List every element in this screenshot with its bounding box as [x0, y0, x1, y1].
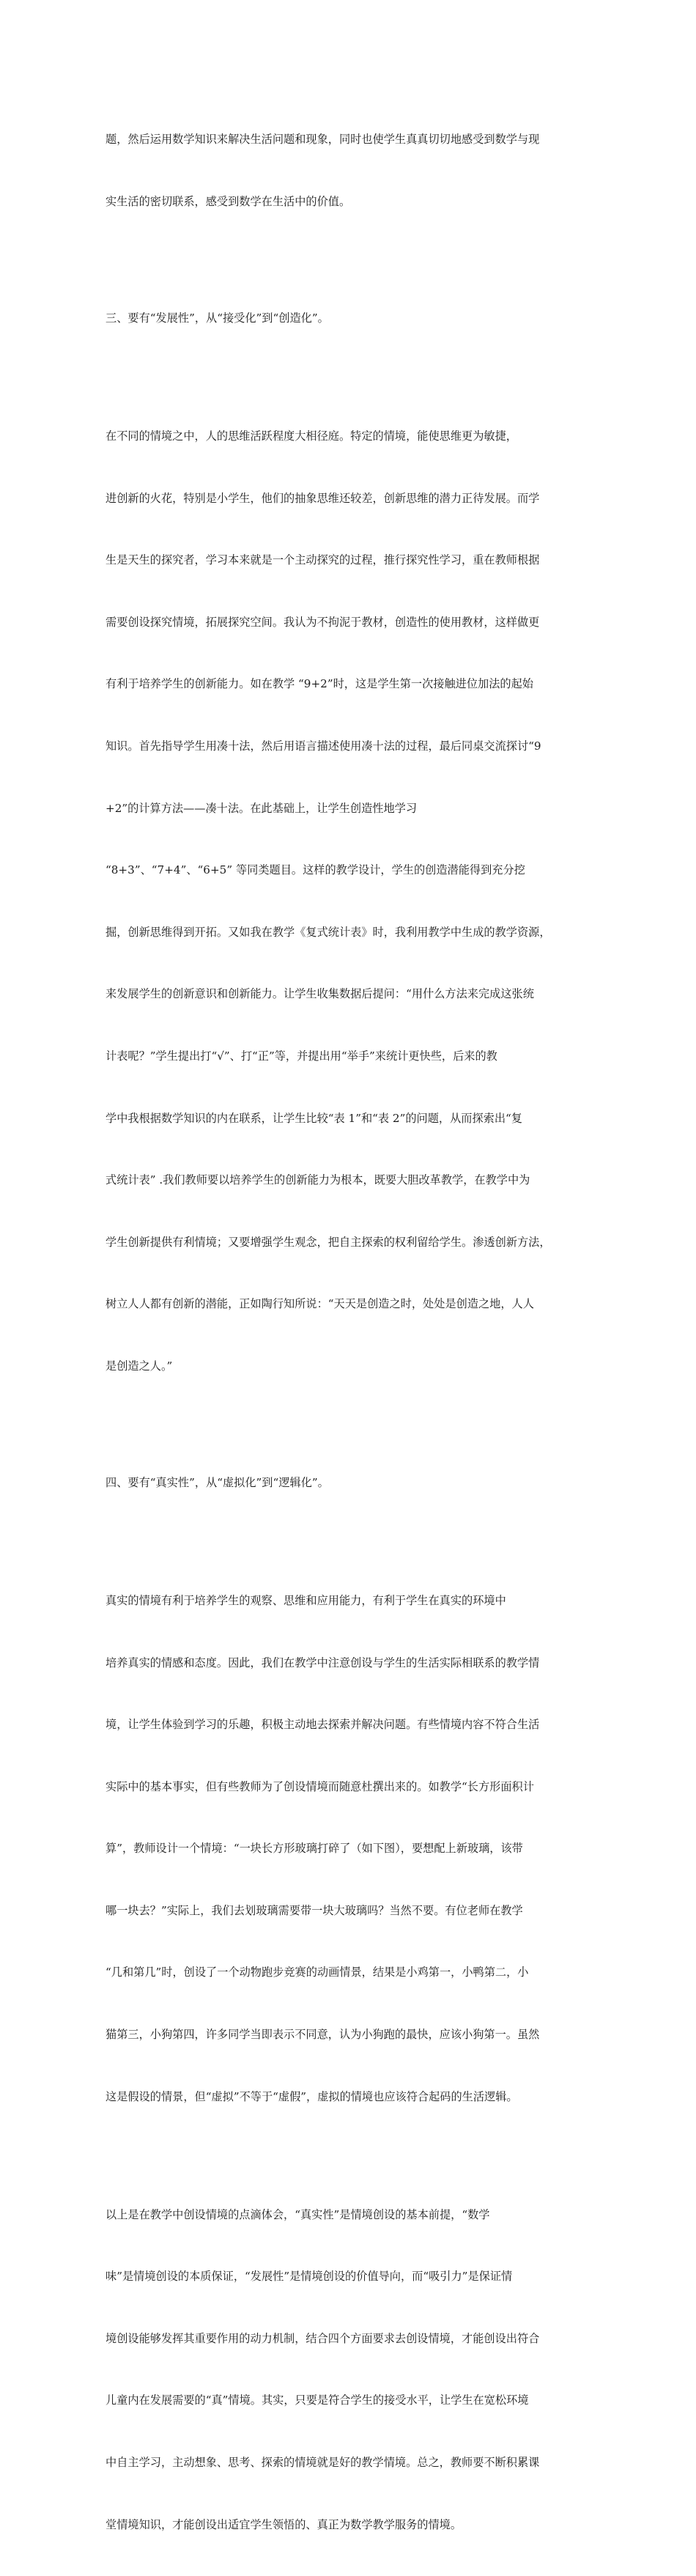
- text-line: 在不同的情境之中，人的思维活跃程度大相径庭。特定的情境，能使思维更为敏捷，: [105, 429, 517, 443]
- spacer: [105, 1418, 591, 1431]
- spacer: [105, 370, 591, 385]
- text-line: 计表呢？”学生提出打“√”、打“正”等，并提出用“举手”来统计更快些，后来的教: [105, 1049, 497, 1063]
- text-line: 知识。首先指导学生用凑十法，然后用语言描述使用凑十法的过程，最后同桌交流探讨“9: [105, 739, 541, 753]
- text-line: 哪一块去？”实际上，我们去划玻璃需要带一块大玻璃吗？当然不要。有位老师在教学: [105, 1903, 523, 1917]
- text-line: 实际中的基本事实，但有些教师为了创设情境而随意杜撰出来的。如教学“长方形面积计: [105, 1779, 534, 1793]
- text-line: +2”的计算方法——凑十法。在此基础上，让学生创造性地学习: [105, 801, 418, 815]
- section-heading: 四、要有“真实性”，从“虚拟化”到“逻辑化”。: [105, 1475, 329, 1489]
- spacer: [105, 254, 591, 267]
- text-line: 学中我根据数学知识的内在联系，让学生比较“表 1”和“表 2”的问题，从而探索出“复: [105, 1111, 522, 1125]
- text-line: 掘，创新思维得到开拓。又如我在教学《复式统计表》时，我利用教学中生成的教学资源，: [105, 925, 551, 939]
- text-line: 这是假设的情景，但“虚拟”不等于“虚假”，虚拟的情境也应该符合起码的生活逻辑。: [105, 2089, 518, 2103]
- text-line: 猫第三，小狗第四，许多同学当即表示不同意，认为小狗跑的最快，应该小狗第一。虽然: [105, 2028, 540, 2042]
- paragraph-reality: [105, 1549, 591, 2149]
- text-line: 算”，教师设计一个情境：“一块长方形玻璃打碎了（如下图），要想配上新玻璃，该带: [105, 1842, 523, 1856]
- heading-section-3: [105, 267, 591, 370]
- text-line: 树立人人都有创新的潜能，正如陶行知所说：“天天是创造之时，处处是创造之地，人人: [105, 1297, 534, 1311]
- text-line: 式统计表” .我们教师要以培养学生的创新能力为根本，既要大胆改革教学，在教学中为: [105, 1173, 530, 1187]
- text-line: 堂情境知识，才能创设出适宜学生领悟的、真正为数学教学服务的情境。: [105, 2517, 462, 2531]
- text-line: 儿童内在发展需要的“真”情境。其实，只要是符合学生的接受水平，让学生在宽松环境: [105, 2394, 529, 2407]
- heading-section-4: [105, 1431, 591, 1535]
- text-line: 有利于培养学生的创新能力。如在教学 “9+2”时，这是学生第一次接触进位加法的起始: [105, 677, 533, 691]
- text-line: 题，然后运用数学知识来解决生活问题和现象，同时也使学生真真切切地感受到数学与现: [105, 133, 540, 147]
- text-line: 真实的情境有利于培养学生的观察、思维和应用能力，有利于学生在真实的环境中: [105, 1593, 506, 1607]
- text-line: “8+3”、“7+4”、“6+5” 等同类题目。这样的教学设计，学生的创造潜能得到充分挖: [105, 863, 525, 877]
- text-line: 需要创设探究情境，拓展探究空间。我认为不拘泥于教材，创造性的使用教材，这样做更: [105, 615, 540, 629]
- paragraph-development: [105, 385, 591, 1418]
- text-line: “几和第几”时，创设了一个动物跑步竞赛的动画情景，结果是小鸡第一，小鸭第二，小: [105, 1966, 529, 1979]
- paragraph-conclusion: [105, 2163, 591, 2576]
- text-line: 境，让学生体验到学习的乐趣，积极主动地去探索并解决问题。有些情境内容不符合生活: [105, 1718, 540, 1732]
- text-line: 中自主学习，主动想象、思考、探索的情境就是好的教学情境。总之，教师要不断积累课: [105, 2456, 540, 2470]
- text-line: 进创新的火花，特别是小学生，他们的抽象思维还较差，创新思维的潜力正待发展。而学: [105, 491, 540, 505]
- text-line: 学生创新提供有利情境；又要增强学生观念，把自主探索的权利留给学生。渗透创新方法，: [105, 1235, 551, 1249]
- spacer: [105, 2148, 591, 2163]
- text-line: 培养真实的情感和态度。因此，我们在教学中注意创设与学生的生活实际相联系的教学情: [105, 1656, 540, 1669]
- spacer: [105, 1535, 591, 1549]
- document-page: [105, 88, 591, 2576]
- text-line: 实生活的密切联系，感受到数学在生活中的价值。: [105, 195, 351, 208]
- text-line: 来发展学生的创新意识和创新能力。让学生收集数据后提问：“用什么方法来完成这张统: [105, 987, 534, 1001]
- text-line: 是创造之人。”: [105, 1359, 173, 1373]
- text-line: 以上是在教学中创设情境的点滴体会，“真实性”是情境创设的基本前提，“数学: [105, 2207, 490, 2221]
- text-line: 生是天生的探究者，学习本来就是一个主动探究的过程，推行探究性学习，重在教师根据: [105, 553, 540, 567]
- section-heading: 三、要有“发展性”，从“接受化”到“创造化”。: [105, 311, 329, 325]
- paragraph-intro: [105, 88, 591, 254]
- text-line: 境创设能够发挥其重要作用的动力机制，结合四个方面要求去创设情境，才能创设出符合: [105, 2331, 540, 2345]
- text-line: 味”是情境创设的本质保证，“发展性”是情境创设的价值导向，而“吸引力”是保证情: [105, 2270, 513, 2284]
